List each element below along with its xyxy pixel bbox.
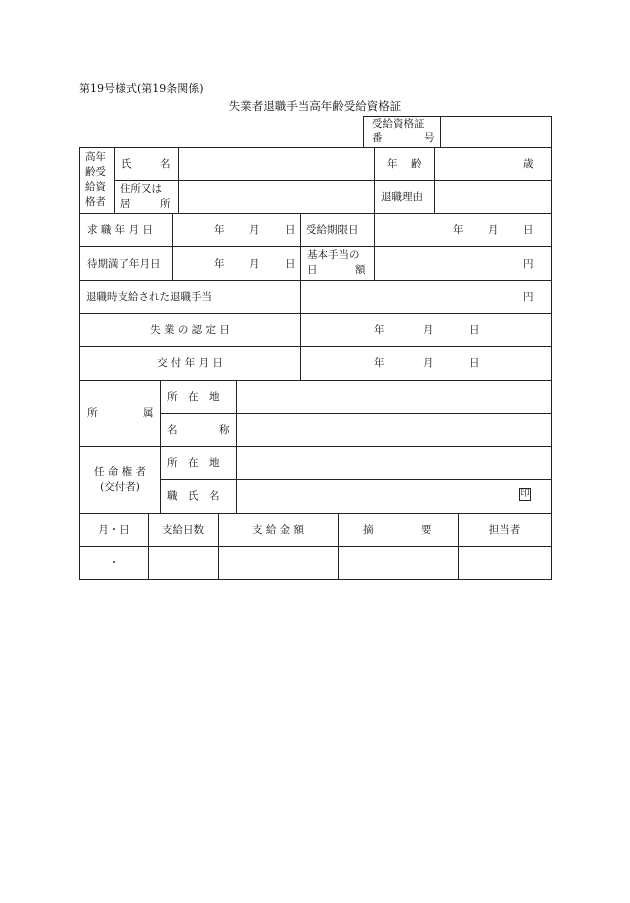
wait-end-year: 年 [214, 258, 225, 270]
age-unit: 歳 [523, 158, 534, 170]
payment-header-amount: 支 給 金 額 [251, 524, 304, 536]
issue-month: 月 [423, 357, 434, 369]
issue-year: 年 [374, 357, 385, 369]
payment-row-date[interactable]: ・ [108, 557, 120, 569]
issue-day: 日 [469, 357, 480, 369]
payment-header-date: 月・日 [98, 524, 130, 536]
document-title: 失業者退職手当高年齢受給資格証 [228, 99, 402, 113]
appointer-title-name-label: 職 氏 名 [167, 490, 220, 502]
name-value[interactable] [184, 158, 368, 170]
wait-end-month: 月 [249, 258, 260, 270]
appointer-label: 任 命 権 者 [93, 466, 146, 478]
retirement-allowance-yen: 円 [523, 291, 534, 303]
name-label: 氏 [121, 158, 132, 170]
unemployment-cert-month: 月 [423, 324, 434, 336]
basic-allowance-yen: 円 [523, 258, 534, 270]
deadline-label: 受給期限日 [306, 224, 359, 236]
deadline-day: 日 [523, 224, 534, 236]
address-label: 住所又は [120, 183, 162, 195]
wait-end-day: 日 [285, 258, 296, 270]
job-seek-date-label: 求 職 年 月 日 [87, 224, 153, 236]
affiliation-label: 所 [87, 407, 98, 419]
unemployment-cert-label: 失 業 の 認 定 日 [150, 324, 230, 336]
affiliation-location-label: 所 在 地 [167, 391, 220, 403]
wait-end-date-label: 待期満了年月日 [87, 258, 161, 270]
payment-header-staff: 担当者 [488, 524, 521, 536]
affiliation-name-label: 名 [167, 424, 178, 436]
retire-reason-label: 退職理由 [381, 191, 423, 203]
cert-number-label: 受給資格証 [372, 118, 425, 130]
issue-date-label: 交 付 年 月 日 [157, 357, 223, 369]
age-label: 年 [387, 158, 398, 170]
deadline-year: 年 [453, 224, 464, 236]
job-seek-day: 日 [285, 224, 296, 236]
retirement-allowance-label: 退職時支給された退職手当 [86, 291, 212, 303]
form-number: 第19号様式(第19条関係) [79, 82, 204, 95]
payment-header-summary: 摘 [363, 524, 374, 536]
job-seek-year: 年 [214, 224, 225, 236]
unemployment-cert-day: 日 [469, 324, 480, 336]
recipient-group-label: 高年 [85, 151, 106, 163]
address-value[interactable] [184, 191, 368, 203]
payment-header-days: 支給日数 [162, 524, 204, 536]
basic-allowance-label: 基本手当の [307, 249, 360, 261]
seal-mark: 印 [520, 489, 530, 499]
retire-reason-value[interactable] [440, 191, 540, 203]
unemployment-cert-year: 年 [374, 324, 385, 336]
deadline-month: 月 [488, 224, 499, 236]
appointer-location-label: 所 在 地 [167, 457, 220, 469]
job-seek-month: 月 [249, 224, 260, 236]
